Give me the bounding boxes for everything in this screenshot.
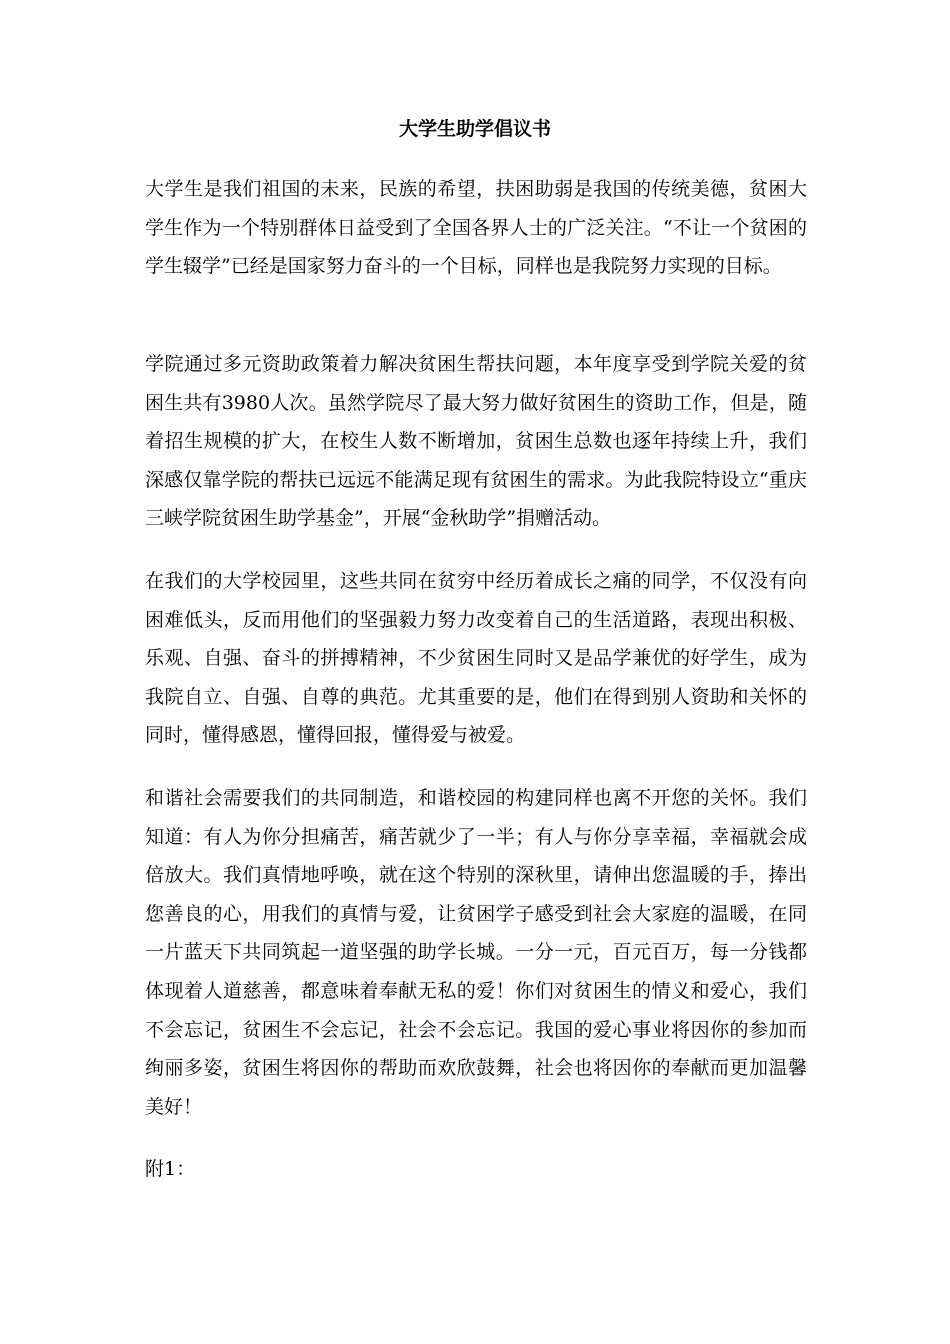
- paragraph-college-aid: 学院通过多元资助政策着力解决贫困生帮扶问题，本年度享受到学院关爱的贫困生共有3980人次。虽然学院尽了最大努力做好贫困生的资助工作，但是，随着招生规模的扩大，在校生人数不断增加，贫困生总数也逐年持续上升，我们深感仅靠学院的帮扶已远远不能满足现有贫困生的需求。为此我院特设立“重庆三峡学院贫困生助学基金”，开展“金秋助学”捐赠活动。: [145, 353, 807, 530]
- document-title: 大学生助学倡议书: [398, 118, 551, 140]
- paragraph-intro: 大学生是我们祖国的未来，民族的希望，扶困助弱是我国的传统美德，贫困大学生作为一个特别群体日益受到了全国各界人士的广泛关注。“不让一个贫困的学生辍学”已经是国家努力奋斗的一个目标，同样也是我院努力实现的目标。: [145, 178, 807, 278]
- paragraph-appeal: 和谐社会需要我们的共同制造，和谐校园的构建同样也离不开您的关怀。我们知道：有人为你分担痛苦，痛苦就少了一半；有人与你分享幸福，幸福就会成倍放大。我们真情地呼唤，就在这个特别的深秋里，请伸出您温暖的手，捧出您善良的心，用我们的真情与爱，让贫困学子感受到社会大家庭的温暖，在同一片蓝天下共同筑起一道坚强的助学长城。一分一元，百元百万，每一分钱都体现着人道慈善，都意味着奉献无私的爱！你们对贫困生的情义和爱心，我们不会忘记，贫困生不会忘记，社会不会忘记。我国的爱心事业将因你的参加而绚丽多姿，贫困生将因你的帮助而欢欣鼓舞，社会也将因你的奉献而更加温馨美好！: [145, 787, 807, 1118]
- paragraph-students: 在我们的大学校园里，这些共同在贫穷中经历着成长之痛的同学，不仅没有向困难低头，反而用他们的坚强毅力努力改变着自己的生活道路，表现出积极、乐观、自强、奋斗的拼搏精神，不少贫困生同时又是品学兼优的好学生，成为我院自立、自强、自尊的典范。尤其重要的是，他们在得到别人资助和关怀的同时，懂得感恩，懂得回报，懂得爱与被爱。: [145, 570, 807, 747]
- appendix-label: 附1：: [145, 1158, 196, 1180]
